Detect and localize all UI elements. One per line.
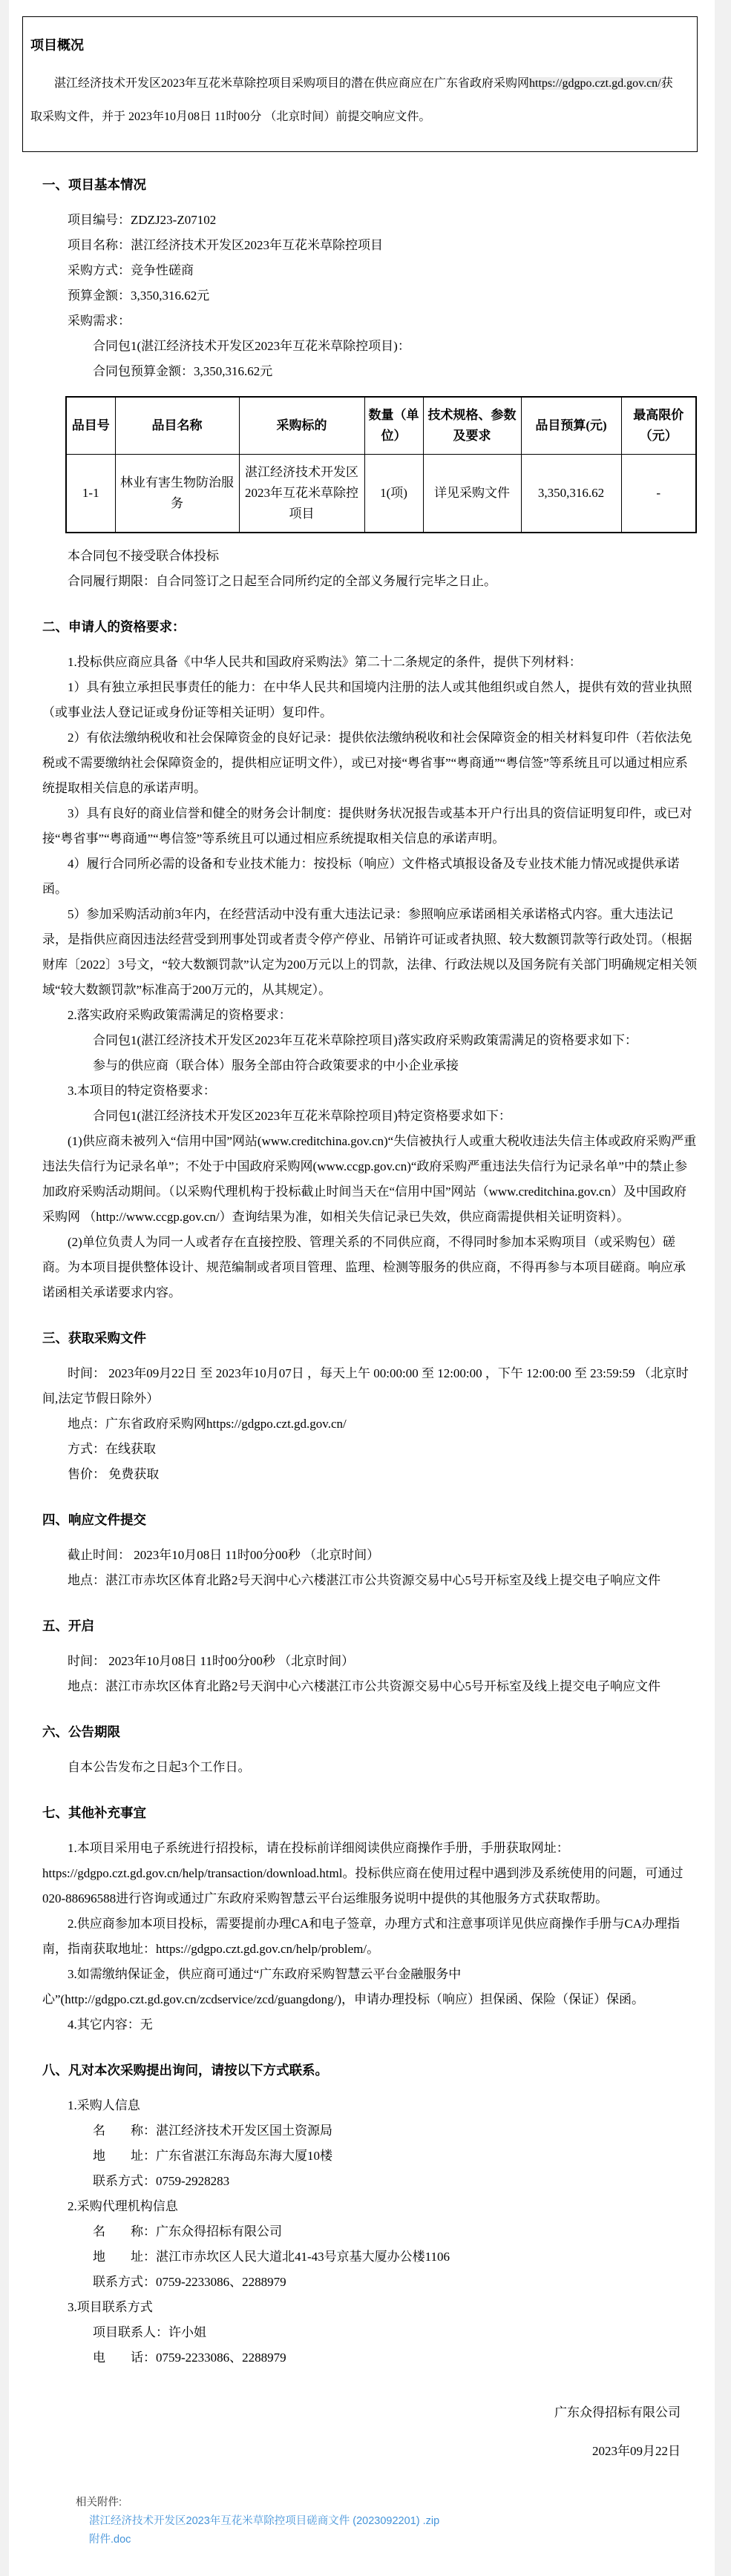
qualification-item: 合同包1(湛江经济技术开发区2023年互花米草除控项目)特定资格要求如下： [93,1109,511,1123]
budget-amount: 预算金额：3,350,316.62元 [68,289,210,303]
no-consortium-note: 本合同包不接受联合体投标 [68,549,219,563]
qualification-item: 3.本项目的特定资格要求： [68,1084,216,1098]
procurement-demand-label: 采购需求： [68,314,131,328]
section-period-heading: 六、公告期限 [42,1725,120,1739]
attachment-link-zip[interactable]: 湛江经济技术开发区2023年互花米草除控项目磋商文件 (2023092201) .zip [89,2515,440,2527]
submit-deadline: 截止时间： 2023年10月08日 11时00分00秒 （北京时间） [68,1548,380,1562]
table-header-row [66,397,696,455]
qualification-item: 3）具有良好的商业信誉和健全的财务会计制度：提供财务状况报告或基本开户行出具的资信证明复印件，或已对接“粤省事”“粤商通”“粤信签”等系统且可以通过相应系统提取相关信息的承诺声明。 [42,806,692,846]
cell-budget: 3,350,316.62 [521,455,621,533]
purchaser-name: 名 称：湛江经济技术开发区国土资源局 [93,2124,332,2138]
submit-place: 地点：湛江市赤坎区体育北路2号天润中心六楼湛江市公共资源交易中心5号开标室及线上提交电子响应文件 [68,1573,660,1587]
qualification-item: (1)供应商未被列入“信用中国”网站(www.creditchina.gov.cn)“失信被执行人或重大税收违法失信主体或政府采购严重违法失信行为记录名单”；不处于中国政府采购网(www.ccgp.gov.cn)“政府采购严重违法失信行为记录名单”中的禁止参加政府采购活动期间。（以采购代理机构于投标截止时间当天在“信用中国”网站（www.creditchina.gov.cn）及中国政府采购网 （http://www.ccgp.gov.cn/）查询结果为准，如相关失信记录已失效，供应商需提供相关证明资料）。 [42,1134,697,1224]
obtain-method: 方式：在线获取 [68,1442,156,1456]
attachments-section [76,2494,681,2549]
overview-text [30,67,679,134]
items-table [65,396,697,533]
other-item: 2.供应商参加本项目投标，需要提前办理CA和电子签章，办理方式和注意事项详见供应商操作手册与CA办理指南，指南获取地址：https://gdgpo.czt.gd.gov.cn/help/problem/。 [42,1917,680,1956]
cell-subject: 湛江经济技术开发区2023年互花米草除控项目 [239,455,364,533]
col-header-max-price: 最高限价（元） [621,397,696,455]
contract-period-note: 合同履行期限：自合同签订之日起至合同所约定的全部义务履行完毕之日止。 [68,574,496,588]
project-name: 项目名称：湛江经济技术开发区2023年互花米草除控项目 [68,238,383,252]
purchaser-info-title: 1.采购人信息 [68,2098,140,2112]
obtain-place: 地点：广东省政府采购网https://gdgpo.czt.gd.gov.cn/ [68,1417,347,1431]
qualification-item: 2.落实政府采购政策需满足的资格要求： [68,1008,292,1022]
purchaser-address: 地 址：广东省湛江东海岛东海大厦10楼 [93,2149,332,2163]
col-header-item-no: 品目号 [66,397,115,455]
overview-url: https://gdgpo.czt.gd.gov.cn/ [529,77,661,90]
cell-quantity: 1(项) [364,455,423,533]
col-header-quantity: 数量（单位） [364,397,423,455]
section-contact-heading: 八、凡对本次采购提出询问，请按以下方式联系。 [42,2063,328,2078]
signature-company: 广东众得招标有限公司 [554,2405,681,2419]
notice-page [9,0,715,2576]
project-contact-title: 3.项目联系方式 [68,2300,153,2314]
notice-body [42,172,698,2549]
open-time: 时间： 2023年10月08日 11时00分00秒 （北京时间） [68,1654,355,1668]
section-other-heading: 七、其他补充事宜 [42,1805,146,1820]
overview-intro-before-url: 湛江经济技术开发区2023年互花米草除控项目采购项目的潜在供应商应在广东省政府采购网 [54,77,530,90]
procurement-method: 采购方式：竞争性磋商 [68,263,194,277]
obtain-price: 售价： 免费获取 [68,1467,160,1481]
attachment-link-doc[interactable]: 附件.doc [89,2534,131,2546]
project-contact-person: 项目联系人：许小姐 [93,2325,206,2339]
table-row [66,455,696,533]
col-header-spec: 技术规格、参数及要求 [423,397,521,455]
overview-title: 项目概况 [30,38,84,53]
period-line: 自本公告发布之日起3个工作日。 [68,1760,251,1774]
agency-phone: 联系方式：0759-2233086、2288979 [93,2275,286,2289]
other-item: 4.其它内容：无 [68,2017,153,2032]
qualification-item: 1.投标供应商应具备《中华人民共和国政府采购法》第二十二条规定的条件，提供下列材料： [68,655,582,669]
agency-name: 名 称：广东众得招标有限公司 [93,2224,282,2239]
project-contact-phone: 电 话：0759-2233086、2288979 [93,2351,286,2365]
project-number: 项目编号：ZDZJ23-Z07102 [68,213,217,227]
obtain-time: 时间： 2023年09月22日 至 2023年10月07日 ，每天上午 00:00:00 至 12:00:00 ，下午 12:00:00 至 23:59:59 （北京时间,法定节假日除外） [42,1366,689,1406]
qualification-item: 合同包1(湛江经济技术开发区2023年互花米草除控项目)落实政府采购政策需满足的资格要求如下： [93,1033,637,1047]
other-item: 1.本项目采用电子系统进行招投标，请在投标前详细阅读供应商操作手册，手册获取网址：https://gdgpo.czt.gd.gov.cn/help/transaction/download.html。投标供应商在使用过程中遇到涉及系统使用的问题，可通过020-88696588进行咨询或通过广东政府采购智慧云平台运维服务说明中提供的其他服务方式获取帮助。 [42,1841,684,1905]
cell-max-price: - [621,455,696,533]
signature-date: 2023年09月22日 [592,2444,681,2458]
purchaser-phone: 联系方式：0759-2928283 [93,2174,230,2188]
other-item: 3.如需缴纳保证金，供应商可通过“广东政府采购智慧云平台金融服务中心”(http://gdgpo.czt.gd.gov.cn/zcdservice/zcd/guangdong/)，申请办理投标（响应）担保函、保险（保证）保函。 [42,1967,644,2006]
qualification-item: 1）具有独立承担民事责任的能力：在中华人民共和国境内注册的法人或其他组织或自然人，提供有效的营业执照（或事业法人登记证或身份证等相关证明）复印件。 [42,680,692,719]
agency-info-title: 2.采购代理机构信息 [68,2199,178,2213]
qualification-item: 2）有依法缴纳税收和社会保障资金的良好记录：提供依法缴纳税收和社会保障资金的相关材料复印件（若依法免税或不需要缴纳社会保障资金的，提供相应证明文件），或已对接“粤省事”“粤商通”“粤信签”等系统且可以通过相应系统提取相关信息的承诺声明。 [42,731,692,795]
section-basic-heading: 一、项目基本情况 [42,177,146,192]
section-qualification-heading: 二、申请人的资格要求： [42,619,186,634]
section-obtain-heading: 三、获取采购文件 [42,1331,146,1345]
qualification-item: 5）参加采购活动前3年内，在经营活动中没有重大违法记录：参照响应承诺函相关承诺格式内容。重大违法记录，是指供应商因违法经营受到刑事处罚或者责令停产停业、吊销许可证或者执照、较大数额罚款等行政处罚。（根据财库〔2022〕3号文，“较大数额罚款”认定为200万元以上的罚款，法律、行政法规以及国务院有关部门明确规定相关领域“较大数额罚款”标准高于200万元的，从其规定）。 [42,907,698,997]
overview-intro-after-url: 获取采购文件，并于 2023年10月08日 11时00分 （北京时间）前提交响应文件。 [30,77,673,123]
section-submit-heading: 四、响应文件提交 [42,1512,146,1527]
cell-spec: 详见采购文件 [423,455,521,533]
cell-item-no: 1-1 [66,455,115,533]
qualification-item: (2)单位负责人为同一人或者存在直接控股、管理关系的不同供应商，不得同时参加本采购项目（或采购包）磋商。为本项目提供整体设计、规范编制或者项目管理、监理、检测等服务的供应商，不得再参与本项目磋商。响应承诺函相关承诺要求内容。 [42,1235,686,1299]
contract-package-line: 合同包1(湛江经济技术开发区2023年互花米草除控项目)： [93,339,410,353]
contract-package-budget: 合同包预算金额：3,350,316.62元 [93,364,273,378]
project-overview-box [22,16,698,152]
open-place: 地点：湛江市赤坎区体育北路2号天润中心六楼湛江市公共资源交易中心5号开标室及线上提交电子响应文件 [68,1679,660,1693]
signature-block [42,2400,681,2464]
col-header-item-name: 品目名称 [115,397,239,455]
cell-item-name: 林业有害生物防治服务 [115,455,239,533]
attachments-label: 相关附件: [76,2497,122,2509]
qualification-item: 参与的供应商（联合体）服务全部由符合政策要求的中小企业承接 [93,1058,459,1073]
qualification-item: 4）履行合同所必需的设备和专业技术能力：按投标（响应）文件格式填报设备及专业技术能力情况或提供承诺函。 [42,857,680,896]
section-open-heading: 五、开启 [42,1618,94,1633]
col-header-subject: 采购标的 [239,397,364,455]
agency-address: 地 址：湛江市赤坎区人民大道北41-43号京基大厦办公楼1106 [93,2250,450,2264]
col-header-budget: 品目预算(元) [521,397,621,455]
